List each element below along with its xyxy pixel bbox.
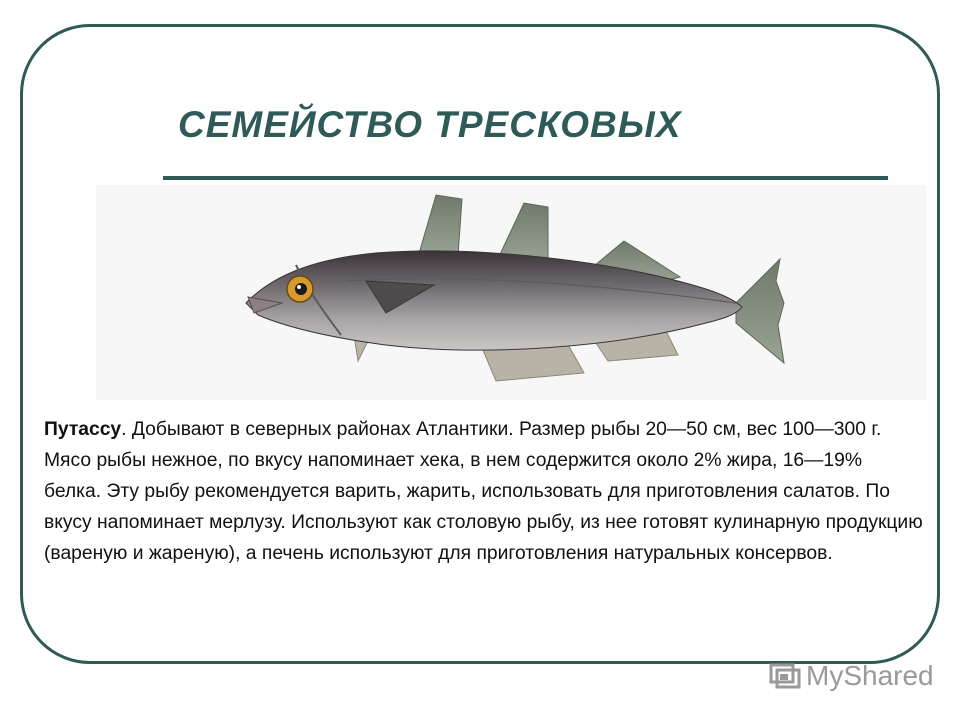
watermark: [768, 656, 934, 696]
watermark-text: MyShared: [806, 660, 934, 691]
fish-image: [96, 185, 926, 400]
myshared-logo-icon: [768, 662, 802, 690]
fish-illustration: [96, 185, 926, 400]
fish-description: [44, 414, 924, 569]
fish-description-text: . Добывают в северных районах Атлантики. Размер рыбы 20—50 см, вес 100—300 г. Мясо рыбы нежное, по вкусу напоминает хека, в нем содержится около 2% жира, 16—19% белка. Эту рыбу рекомендуется варить, жарить, использовать для приготовления салатов. По вкусу напоминает мерлузу. Используют как столовую рыбу, из нее готовят кулинарную продукцию (вареную и жареную), а печень используют для приготовления натуральных консервов.: [44, 419, 923, 564]
fish-name: Путассу: [44, 419, 122, 440]
title-underline: [163, 176, 888, 180]
slide-title: СЕМЕЙСТВО ТРЕСКОВЫХ: [178, 104, 682, 145]
